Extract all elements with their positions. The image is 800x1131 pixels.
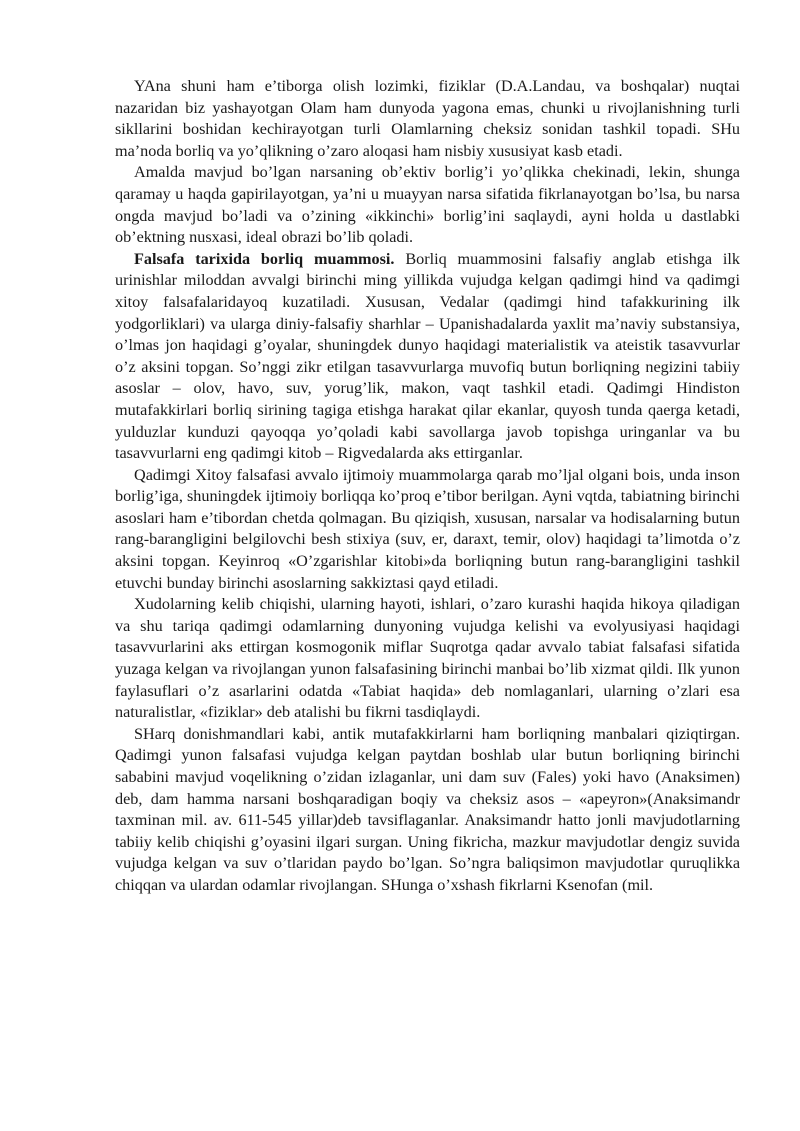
paragraph-2 [115,162,740,248]
paragraph-1 [115,76,740,162]
paragraph-text: SHarq donishmandlari kabi, antik mutafakkirlarni ham borliqning manbalari qiziqtirgan. Qadimgi yunon falsafasi vujudga kelgan paytdan boshlab ular butun borliqning birinchi sababini mavjud voqelikning o’zidan izlaganlar, uni dam suv (Fales) yoki havo (Anaksimen) deb, dam hamma narsani boshqaradigan boqiy va cheksiz asos – «apeyron»(Anaksimandr taxminan mil. av. 611-545 yillar)deb tavsiflaganlar. Anaksimandr hatto jonli mavjudotlarning tabiiy kelib chiqishi g’oyasini ilgari surgan. Uning fikricha, mazkur mavjudotlar dengiz suvida vujudga kelgan va suv o’tlaridan paydo bo’lgan. So’ngra baliqsimon mavjudotlar quruqlikka chiqqan va ulardan odamlar rivojlangan. SHunga o’xshash fikrlarni Ksenofan (mil. [115,724,740,894]
paragraph-text: Borliq muammosini falsafiy anglab etishga ilk urinishlar miloddan avvalgi birinchi ming yillikda vujudga kelgan qadimgi hind va qadimgi xitoy falsafalaridayoq kuzatiladi. Xususan, Vedalar (qadimgi hind tafakkurining ilk yodgorliklari) va ularga diniy-falsafiy sharhlar – Upanishadalarda yaxlit ma’naviy substansiya, o’lmas jon haqidagi g’oyalar, shuningdek dunyo haqidagi materialistik va ateistik tasavvurlar o’z aksini topgan. So’nggi zikr etilgan tasavvurlarga muvofiq butun borliqning negizini tabiiy asoslar – olov, havo, suv, yorug’lik, makon, vaqt tashkil etadi. Qadimgi Hindiston mutafakkirlari borliq sirining tagiga etishga harakat qilar ekanlar, quyosh tunda qaerga ketadi, yulduzlar kunduzi qayoqqa yo’qoladi kabi savollarga javob topishga uringanlar va bu tasavvurlarni eng qadimgi kitob – Rigvedalarda aks ettirganlar. [115,249,741,463]
paragraph-3 [115,249,740,465]
paragraph-6 [115,724,740,897]
paragraph-4 [115,465,740,595]
document-page [115,76,740,897]
paragraph-text: Xudolarning kelib chiqishi, ularning hayoti, ishlari, o’zaro kurashi haqida hikoya qiladigan va shu tariqa qadimgi odamlarning dunyoning vujudga kelishi va evolyusiyasi haqidagi tasavvurlarini aks ettirgan kosmogonik miflar Suqrotga qadar avvalo tabiat falsafasi sifatida yuzaga kelgan va rivojlangan yunon falsafasining birinchi manbai bo’lib xizmat qildi. Ilk yunon faylasuflari o’z asarlarini odatda «Tabiat haqida» deb nomlaganlari, ularning o’zlari esa naturalistlar, «fiziklar» deb atalishi bu fikrni tasdiqlaydi. [115,595,740,722]
paragraph-text: YAna shuni ham e’tiborga olish lozimki, fiziklar (D.A.Landau, va boshqalar) nuqtai nazaridan biz yashayotgan Olam ham dunyoda yagona emas, chunki u rivojlanishning turli sikllarini boshidan kechirayotgan turli Olamlarning cheksiz sonidan tashkil topadi. SHu ma’noda borliq va yo’qlikning o’zaro aloqasi ham nisbiy xususiyat kasb etadi. [115,77,740,160]
paragraph-text: Amalda mavjud bo’lgan narsaning ob’ektiv borlig’i yo’qlikka chekinadi, lekin, shunga qaramay u haqda gapirilayotgan, ya’ni u muayyan narsa sifatida fikrlanayotgan bo’lsa, bu narsa ongda mavjud bo’ladi va o’zining «ikkinchi» borlig’ini saqlaydi, ayni holda u dastlabki ob’ektning nusxasi, ideal obrazi bo’lib qoladi. [115,163,740,247]
paragraph-text: Qadimgi Xitoy falsafasi avvalo ijtimoiy muammolarga qarab mo’ljal olgani bois, unda inson borlig’iga, shuningdek ijtimoiy borliqqa ko’proq e’tibor berilgan. Ayni vqtda, tabiatning birinchi asoslari ham e’tibordan chetda qolmagan. Bu qiziqish, xususan, narsalar va hodisalarning butun rang-barangligini belgilovchi besh stixiya (suv, er, daraxt, temir, olov) haqidagi ta’limotda o’z aksini topgan. Keyinroq «O’zgarishlar kitobi»da borliqning butun rang-barangligini tashkil etuvchi bunday birinchi asoslarning sakkiztasi qayd etiladi. [115,465,740,592]
paragraph-5 [115,594,740,724]
section-heading: Falsafa tarixida borliq muammosi. [134,249,395,268]
